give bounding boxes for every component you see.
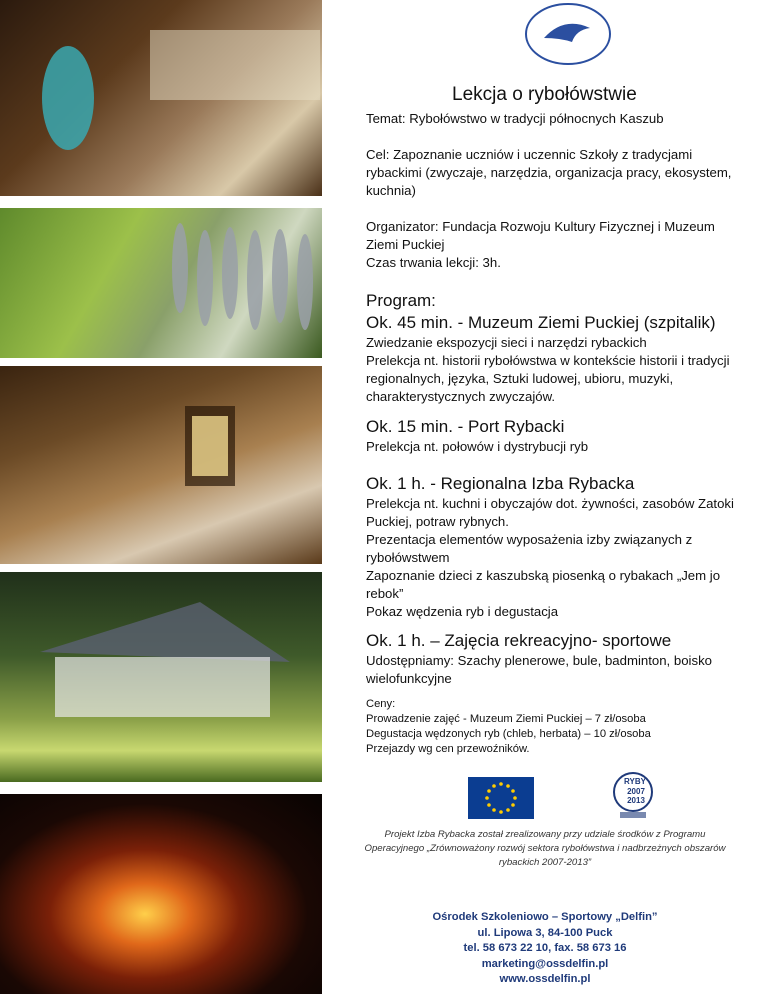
pavilion-icon — [0, 572, 322, 782]
dolphin-icon — [524, 2, 612, 66]
section-title-izba: Ok. 1 h. - Regionalna Izba Rybacka — [366, 474, 635, 493]
project-note: Projekt Izba Rybacka został zrealizowany przy udziale środków z Programu Operacyjnego „Zrównoważony rozwój sektora rybołówstwa i nadbrzeżnych obszarów rybackich 2007-2013” — [364, 829, 726, 868]
org-website[interactable]: www.ossdelfin.pl — [499, 973, 591, 985]
section-title-museum: Ok. 45 min. - Muzeum Ziemi Puckiej (szpitalik) — [366, 313, 716, 332]
ryby-year-2: 2013 — [627, 796, 645, 805]
temat-text: Temat: Rybołówstwo w tradycji północnych Kaszub — [366, 111, 664, 126]
organizator-text: Organizator: Fundacja Rozwoju Kultury Fizycznej i Muzeum Ziemi Puckiej — [366, 219, 715, 252]
org-address: ul. Lipowa 3, 84-100 Puck — [477, 926, 613, 939]
section-line: Prezentacja elementów wyposażenia izby związanych z rybołówstwem — [366, 532, 693, 565]
ryby-label: RYBY — [624, 777, 646, 786]
lantern-icon — [0, 366, 322, 564]
price-item: Przejazdy wg cen przewoźników. — [366, 743, 530, 755]
section-line: Zapoznanie dzieci z kaszubską piosenką o rybakach „Jem jo rebok” — [366, 568, 721, 601]
photo-wooden-pavilion — [0, 572, 322, 782]
contact-footer — [360, 910, 730, 988]
section-line: Prelekcja nt. kuchni i obyczajów dot. żywności, zasobów Zatoki Puckiej, potraw rybnych. — [366, 496, 734, 529]
ryby-year-1: 2007 — [627, 787, 645, 796]
section-line: Prelekcja nt. historii rybołówstwa w kontekście historii i tradycji regionalnych, języka, Sztuki ludowej, ubioru, muzyki, charakterystycznych zwyczajów. — [366, 353, 730, 404]
fish-decoration-icon — [0, 0, 322, 196]
photo-restaurant-interior — [0, 0, 322, 196]
photo-campfire — [0, 794, 322, 994]
ryby-badge-icon — [612, 772, 654, 820]
org-phone: tel. 58 673 22 10, fax. 58 673 16 — [463, 942, 627, 954]
section-line: Zwiedzanie ekspozycji sieci i narzędzi rybackich — [366, 335, 647, 350]
org-email[interactable]: marketing@ossdelfin.pl — [481, 957, 609, 970]
dolphin-logo — [524, 2, 612, 66]
photo-lantern-terrace — [0, 366, 322, 564]
price-item: Prowadzenie zajęć - Muzeum Ziemi Puckiej – 7 zł/osoba — [366, 713, 646, 725]
program-heading: Program: — [366, 291, 436, 310]
cel-text: Cel: Zapoznanie uczniów i uczennic Szkoły z tradycjami rybackimi (zwyczaje, narzędzia, organizacja pracy, ekosystem, kuchnia) — [366, 147, 732, 198]
section-line: Prelekcja nt. połowów i dystrybucji ryb — [366, 439, 589, 454]
section-title-port: Ok. 15 min. - Port Rybacki — [366, 417, 565, 436]
org-name: Ośrodek Szkoleniowo – Sportowy „Delfin” — [432, 911, 658, 923]
eu-stars-icon — [468, 777, 534, 819]
ryby-program-logo — [612, 772, 654, 820]
section-line: Pokaz wędzenia ryb i degustacja — [366, 604, 559, 619]
photo-drying-fish — [0, 208, 322, 358]
dried-fish-icon — [0, 208, 322, 358]
eu-flag-icon — [468, 777, 534, 819]
page-title: Lekcja o rybołówstwie — [452, 84, 637, 105]
price-item: Degustacja wędzonych ryb (chleb, herbata) – 10 zł/osoba — [366, 728, 651, 740]
section-title-sport: Ok. 1 h. – Zajęcia rekreacyjno- sportowe — [366, 631, 672, 650]
czas-text: Czas trwania lekcji: 3h. — [366, 255, 501, 270]
section-line: Udostępniamy: Szachy plenerowe, bule, badminton, boisko wielofunkcyjne — [366, 653, 713, 686]
prices-label: Ceny: — [366, 698, 396, 710]
